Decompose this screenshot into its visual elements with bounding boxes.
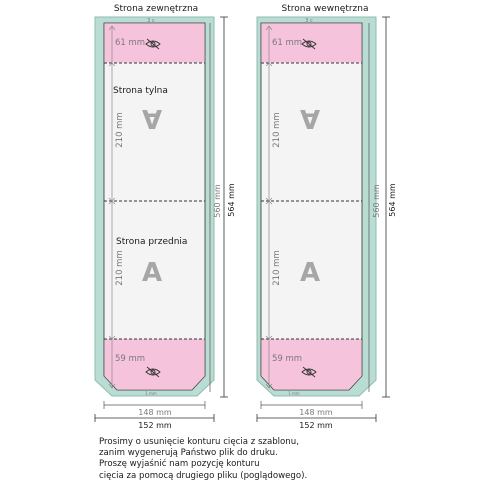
bottom-small-label: 1 mm <box>288 391 300 396</box>
instruction-note <box>99 437 399 482</box>
paper-area <box>261 23 362 390</box>
outer-width-label: 152 mm <box>299 421 333 430</box>
paper-area <box>104 23 205 390</box>
top-margin-label: 61 mm <box>115 38 146 48</box>
panel-inner <box>257 4 397 430</box>
note-line: cięcia za pomocą drugiego pliku (poglądowego). <box>99 470 308 481</box>
section-height-upper: 210 mm <box>115 112 125 148</box>
top-small-label: 3 c <box>147 18 155 24</box>
section-height-lower: 210 mm <box>115 250 125 286</box>
note-line: zanim wygenerują Państwo plik do druku. <box>99 448 278 459</box>
bottom-margin-label: 59 mm <box>272 354 303 364</box>
note-line: Proszę wyjaśnić nam pozycję konturu <box>99 459 260 470</box>
panel-outer <box>95 4 236 430</box>
section-height-lower: 210 mm <box>272 250 282 286</box>
bottom-flap-zone <box>261 339 361 390</box>
letter-top: A <box>141 103 163 133</box>
back-section-label: Strona tylna <box>113 86 168 96</box>
letter-top: A <box>299 103 321 133</box>
front-section-label: Strona przednia <box>116 237 188 247</box>
outer-height-label: 564 mm <box>227 183 236 217</box>
bottom-margin-label: 59 mm <box>115 354 146 364</box>
section-height-upper: 210 mm <box>272 112 282 148</box>
inner-height-label: 560 mm <box>372 184 381 218</box>
bottom-flap-zone <box>104 339 204 390</box>
outer-width-label: 152 mm <box>138 421 172 430</box>
inner-width-label: 148 mm <box>138 408 172 417</box>
top-margin-label: 61 mm <box>272 38 303 48</box>
top-small-label: 3 c <box>305 18 313 24</box>
outer-height-label: 564 mm <box>388 183 397 217</box>
bottom-small-label: 1 mm <box>145 391 157 396</box>
letter-bottom: A <box>141 258 163 288</box>
panel-outer-title: Strona zewnętrzna <box>113 4 199 14</box>
inner-width-label: 148 mm <box>299 408 333 417</box>
panel-inner-title: Strona wewnętrzna <box>281 4 369 14</box>
inner-height-label: 560 mm <box>213 184 222 218</box>
note-line: Prosimy o usunięcie konturu cięcia z szablonu, <box>99 437 299 447</box>
letter-bottom: A <box>299 258 321 288</box>
